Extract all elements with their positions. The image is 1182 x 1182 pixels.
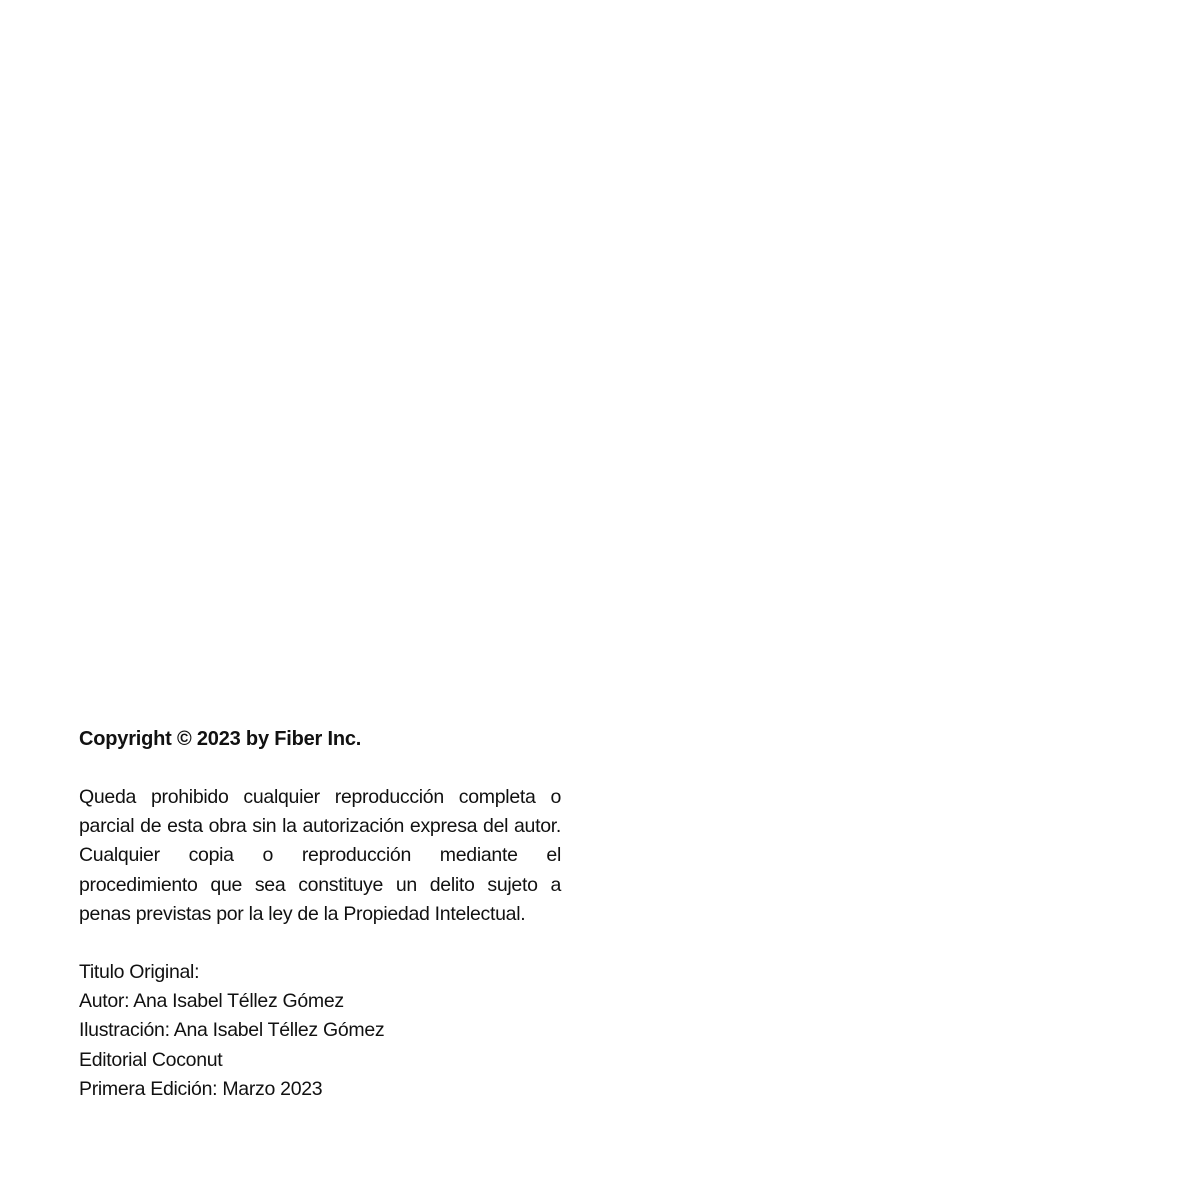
- illustration-line: Ilustración: Ana Isabel Téllez Gómez: [79, 1019, 385, 1042]
- legal-notice: Queda prohibido cualquier reproducción completa o parcial de esta obra sin la autorización expresa del autor. Cualquier copia o reproducción mediante el procedimiento que sea constituye un delito sujeto a penas previstas por la ley de la Propiedad Intelectual.: [79, 786, 561, 925]
- publisher-line: Editorial Coconut: [79, 1048, 223, 1071]
- copyright-block: [79, 724, 579, 1104]
- author-line: Autor: Ana Isabel Téllez Gómez: [79, 990, 344, 1013]
- edition-line: Primera Edición: Marzo 2023: [79, 1077, 323, 1100]
- original-title-line: Titulo Original:: [79, 961, 200, 984]
- credits-list: [79, 958, 579, 1104]
- copyright-line: Copyright © 2023 by Fiber Inc.: [79, 728, 362, 750]
